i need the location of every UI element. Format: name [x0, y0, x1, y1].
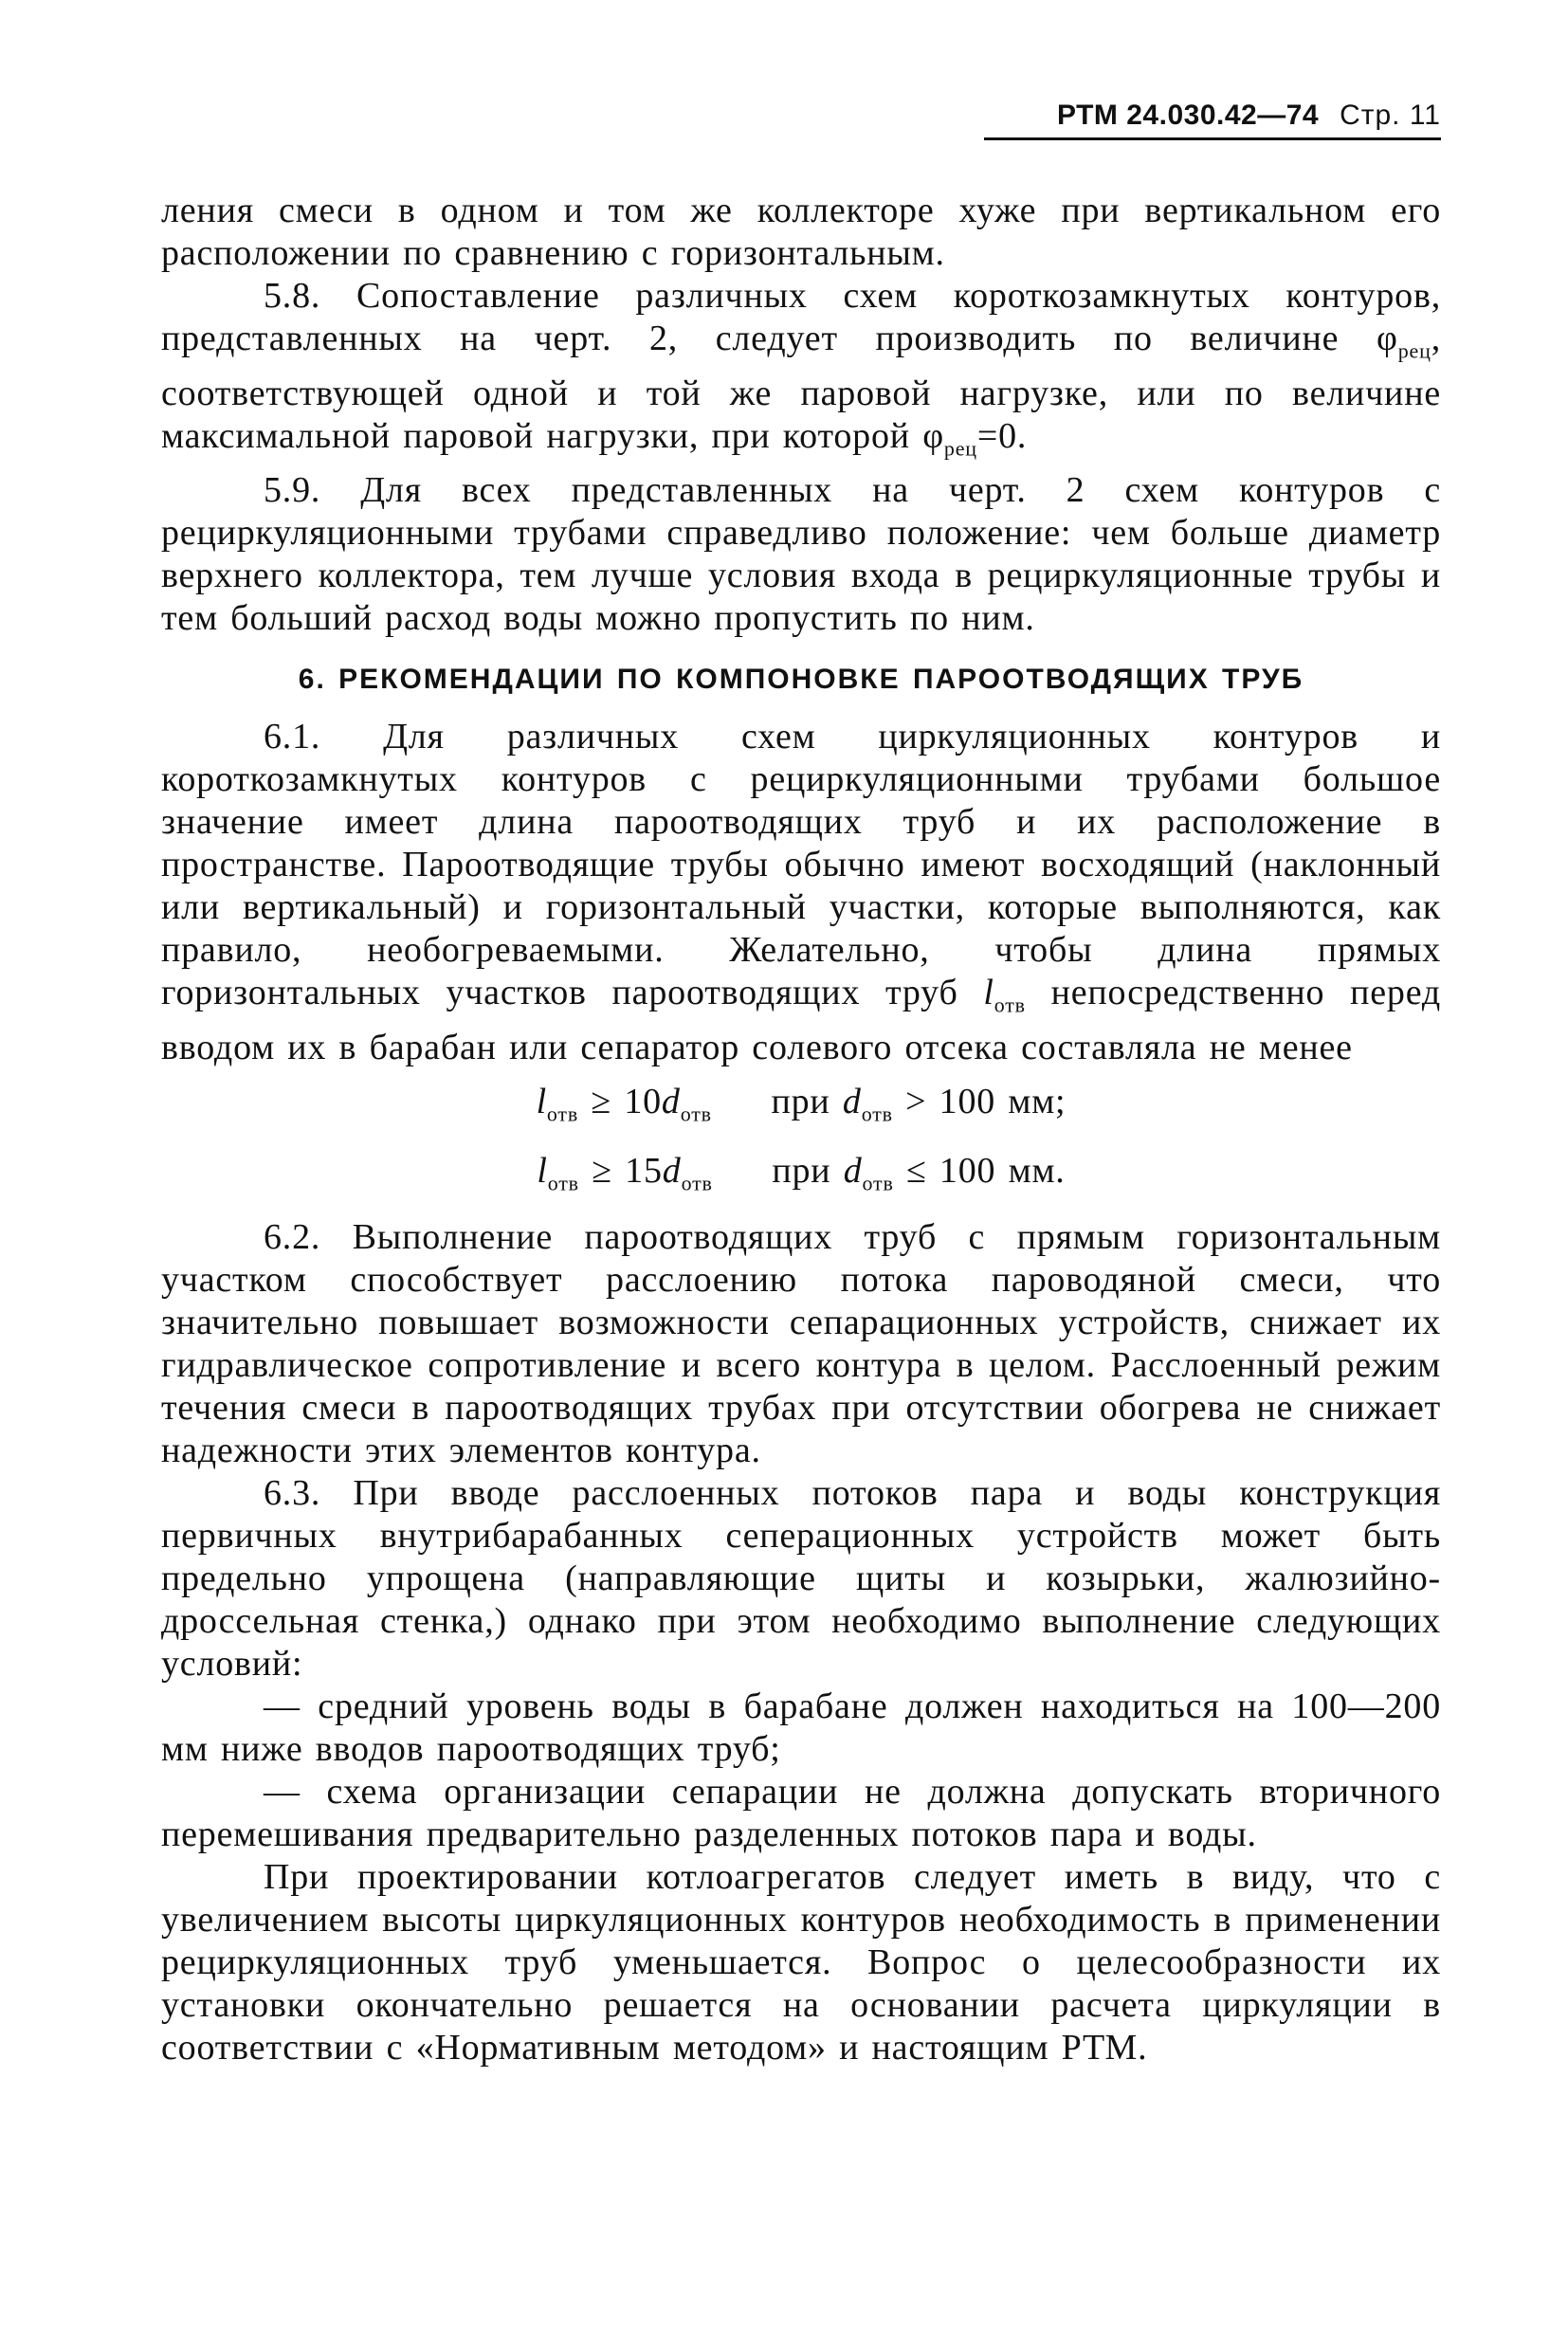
- formula-2-d2: d: [843, 1151, 863, 1192]
- paragraph-final: При проектировании котлоагрегатов следует иметь в виду, что с увеличением высоты циркуляционных контуров необходимость в применении рециркуляционных труб уменьшается. Вопрос о целесообразности их установки окончательно решается на основании расчета циркуляции в соответствии с «Нормативным методом» и настоящим РТМ.: [161, 1856, 1441, 2068]
- phi-symbol: φ: [922, 415, 944, 456]
- paragraph-6-1-part-b: непосредственно перед вводом их в барабан или сепаратор солевого отсека составляла не менее: [161, 973, 1441, 1067]
- list-item-dash-1: — средний уровень воды в барабане должен находиться на 100—200 мм ниже вводов пароотводящих труб;: [161, 1686, 1441, 1769]
- paragraph-5-8-part-b: , соответствующей одной и той же паровой нагрузке, или по величине максимальной паровой нагрузки, при которой: [161, 319, 1441, 456]
- formula-2: [161, 1146, 1441, 1209]
- paragraph-6-1: [161, 716, 1441, 1069]
- formula-1-pri: при: [771, 1081, 830, 1121]
- paragraph-6-3: 6.3. При вводе расслоенных потоков пара и воды конструкция первичных внутрибарабанных сеперационных устройств может быть предельно упрощена (направляющие щиты и козырьки, жалюзийно-дроссельная стенка,) однако при этом необходимо выполнение следующих условий:: [161, 1472, 1441, 1684]
- formula-2-d: d: [662, 1151, 682, 1192]
- formula-1-d-sub: отв: [680, 1102, 712, 1126]
- formula-2-d-sub: отв: [681, 1171, 713, 1195]
- paragraph-5-8-part-c: =0.: [976, 415, 1028, 456]
- formula-1-lhs: l: [536, 1081, 547, 1121]
- formula-1-lhs-sub: отв: [546, 1102, 579, 1126]
- paragraph-5-9: 5.9. Для всех представленных на черт. 2 схем контуров с рециркуляционными трубами справедливо положение: чем больше диаметр верхнего коллектора, тем лучше условия входа в рециркуляционные трубы и тем больший расход воды можно пропустить по ним.: [161, 470, 1441, 639]
- paragraph-5-8-part-a: 5.8. Сопоставление различных схем короткозамкнутых контуров, представленных на черт. 2, следует производить по величине: [161, 276, 1441, 358]
- paragraph-continuation: ления смеси в одном и том же коллекторе хуже при вертикальном его расположении по сравнению с горизонтальным.: [161, 191, 1441, 273]
- formula-2-d2-sub: отв: [862, 1171, 894, 1195]
- formula-2-lhs: l: [537, 1151, 548, 1192]
- page-number: Стр. 11: [1340, 100, 1441, 131]
- body-text: [161, 190, 1441, 2069]
- l-symbol: l: [983, 973, 994, 1013]
- paragraph-5-8: [161, 275, 1441, 469]
- formula-2-lhs-sub: отв: [547, 1171, 579, 1195]
- phi-symbol: φ: [1377, 319, 1398, 358]
- list-item-dash-2: — схема организации сепарации не должна допускать вторичного перемешивания предварительно разделенных потоков пара и воды.: [161, 1771, 1441, 1854]
- formula-1-d: d: [661, 1081, 681, 1121]
- document-id: РТМ 24.030.42—74: [1056, 100, 1320, 131]
- section-6-title: 6. РЕКОМЕНДАЦИИ ПО КОМПОНОВКЕ ПАРООТВОДЯЩИХ ТРУБ: [298, 664, 1304, 696]
- paragraph-6-1-part-a: 6.1. Для различных схем циркуляционных контуров и короткозамкнутых контуров с рециркуляционными трубами большое значение имеет длина пароотводящих труб и их расположение в пространстве. Пароотводящие трубы обычно имеют восходящий (наклонный или вертикальный) и горизонтальный участки, которые выполняются, как правило, необогреваемыми. Желательно, чтобы длина прямых горизонтальных участков пароотводящих труб: [161, 717, 1441, 1013]
- formula-2-relation: ≥ 15: [592, 1151, 663, 1192]
- formula-1: [161, 1077, 1441, 1139]
- formula-2-pri: при: [772, 1151, 831, 1192]
- paragraph-6-2: 6.2. Выполнение пароотводящих труб с прямым горизонтальным участком способствует расслоению потока пароводяной смеси, что значительно повышает возможности сепарационных устройств, снижает их гидравлическое сопротивление и всего контура в целом. Расслоенный режим течения смеси в пароотводящих трубах при отсутствии обогрева не снижает надежности этих элементов контура.: [161, 1216, 1441, 1470]
- page-header: [984, 87, 1441, 140]
- formula-1-d2: d: [842, 1081, 862, 1121]
- phi-subscript: рец: [1397, 338, 1431, 363]
- formula-2-rhs: ≤ 100 мм.: [905, 1151, 1066, 1192]
- phi-subscript: рец: [943, 436, 977, 461]
- l-subscript: отв: [994, 993, 1026, 1017]
- formula-1-d2-sub: отв: [861, 1102, 893, 1126]
- formula-1-rhs: > 100 мм;: [905, 1081, 1067, 1121]
- formula-1-relation: ≥ 10: [591, 1081, 662, 1121]
